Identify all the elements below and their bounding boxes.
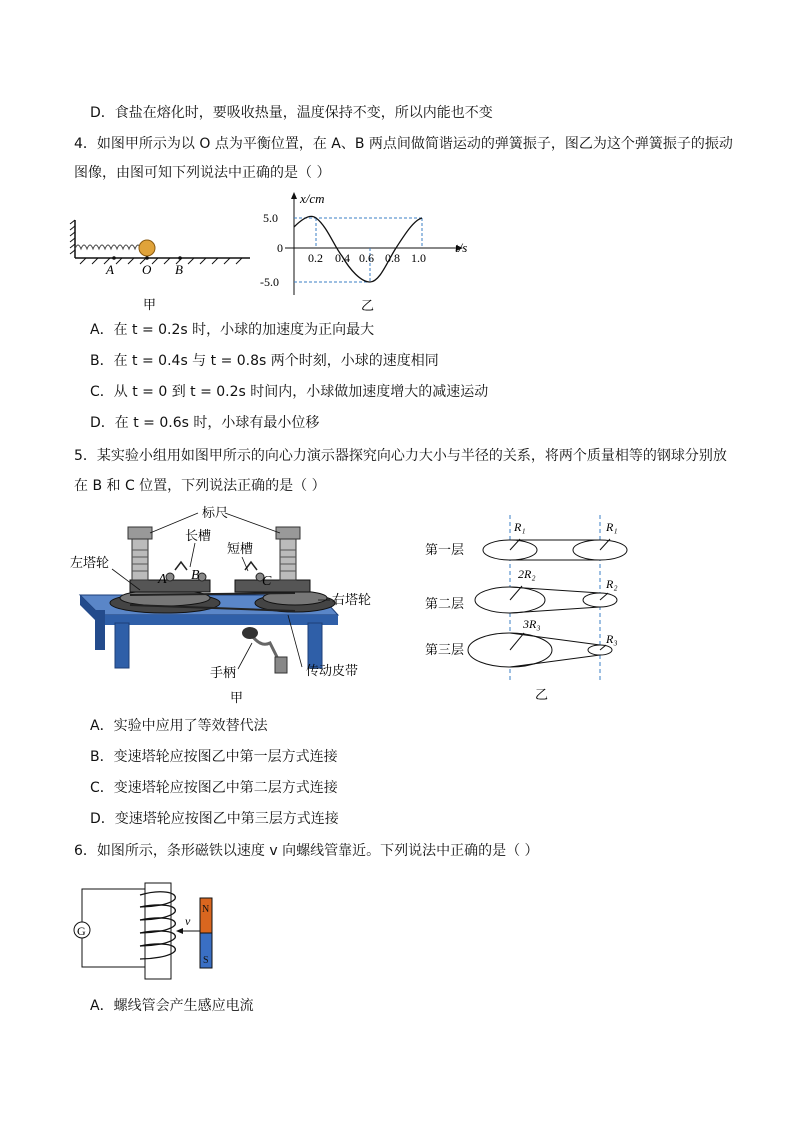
label-o: O [142, 262, 152, 277]
q5-option-b[interactable]: B．变速塔轮应按图乙中第一层方式连接 [90, 749, 338, 765]
label-a: A [106, 262, 114, 277]
q5-option-a[interactable]: A．实验中应用了等效替代法 [90, 718, 268, 734]
q5-stem-line2: 在 B 和 C 位置，下列说法正确的是（ ） [74, 478, 326, 494]
q4-option-b[interactable]: B．在 t = 0.4s 与 t = 0.8s 两个时刻，小球的速度相同 [90, 353, 439, 369]
x-tick-0.6: 0.6 [359, 251, 374, 265]
velocity-label: v [185, 914, 191, 928]
belt-label: 传动皮带 [306, 664, 359, 679]
q6-stem: 6．如图所示，条形磁铁以速度 v 向螺线管靠近。下列说法中正确的是（ ） [74, 843, 539, 859]
pos-c: C [262, 574, 272, 589]
q4-spring-figure [70, 220, 255, 315]
q5-apparatus-figure [70, 505, 390, 705]
q6-solenoid-figure [70, 875, 230, 975]
short-slot-label: 短槽 [227, 542, 254, 557]
q4-stem-line2: 图像，由图可知下列说法中正确的是（ ） [74, 165, 331, 181]
x-tick-0.2: 0.2 [308, 251, 323, 265]
q6-option-a[interactable]: A．螺线管会产生感应电流 [90, 998, 254, 1014]
q4-xt-graph [255, 190, 475, 315]
handle-label: 手柄 [210, 666, 237, 681]
x-tick-0.8: 0.8 [385, 251, 400, 265]
layer2-r-left: 2R₂ [518, 567, 536, 581]
layer3-label: 第三层 [425, 643, 465, 658]
q4-stem-line1: 4．如图甲所示为以 O 点为平衡位置，在 A、B 两点间做简谐运动的弹簧振子，图乙为这个弹簧振子的振动 [74, 136, 733, 152]
galvanometer-label: G [77, 924, 86, 938]
left-wheel-label: 左塔轮 [70, 556, 110, 571]
y-tick-5: 5.0 [263, 211, 278, 225]
fig5-yi-caption: 乙 [535, 688, 549, 703]
layer3-r-right: R₃ [606, 632, 618, 646]
q5-option-d[interactable]: D．变速塔轮应按图乙中第三层方式连接 [90, 811, 339, 827]
oscillation-curve [294, 216, 422, 282]
y-axis-label: x/cm [300, 191, 325, 206]
ruler-label: 标尺 [202, 506, 229, 521]
right-wheel-label: 右塔轮 [332, 593, 372, 608]
long-slot-label: 长槽 [185, 529, 212, 544]
fig-yi-caption: 乙 [361, 299, 375, 314]
x-axis-label: t/s [455, 240, 468, 255]
q3-option-d: D．食盐在熔化时，要吸收热量，温度保持不变，所以内能也不变 [90, 105, 493, 121]
q4-option-c[interactable]: C．从 t = 0 到 t = 0.2s 时间内，小球做加速度增大的减速运动 [90, 384, 489, 400]
layer1-label: 第一层 [425, 543, 465, 558]
label-b: B [175, 262, 183, 277]
layer2-r-right: R₂ [606, 577, 618, 591]
oscillator-ball [139, 240, 155, 256]
layer1-r-left: R₁ [514, 520, 526, 534]
layer3-r-left: 3R₃ [523, 617, 541, 631]
magnet-s-label: S [203, 955, 209, 966]
y-tick-neg5: -5.0 [260, 275, 279, 289]
x-tick-1.0: 1.0 [411, 251, 426, 265]
y-tick-0: 0 [277, 241, 283, 255]
q4-option-d[interactable]: D．在 t = 0.6s 时，小球有最小位移 [90, 415, 320, 431]
fig5-jia-caption: 甲 [230, 691, 244, 706]
layer2-label: 第二层 [425, 597, 465, 612]
q5-stem-line1: 5．某实验小组用如图甲所示的向心力演示器探究向心力大小与半径的关系，将两个质量相等的钢球分别放 [74, 448, 727, 464]
magnet-n-label: N [202, 904, 210, 915]
layer1-r-right: R₁ [606, 520, 618, 534]
pos-a: A [158, 572, 167, 587]
pos-b: B [191, 568, 200, 583]
q5-option-c[interactable]: C．变速塔轮应按图乙中第二层方式连接 [90, 780, 338, 796]
q4-option-a[interactable]: A．在 t = 0.2s 时，小球的加速度为正向最大 [90, 322, 375, 338]
x-tick-0.4: 0.4 [335, 251, 350, 265]
q5-layers-figure [420, 515, 650, 705]
fig-jia-caption: 甲 [143, 298, 157, 313]
